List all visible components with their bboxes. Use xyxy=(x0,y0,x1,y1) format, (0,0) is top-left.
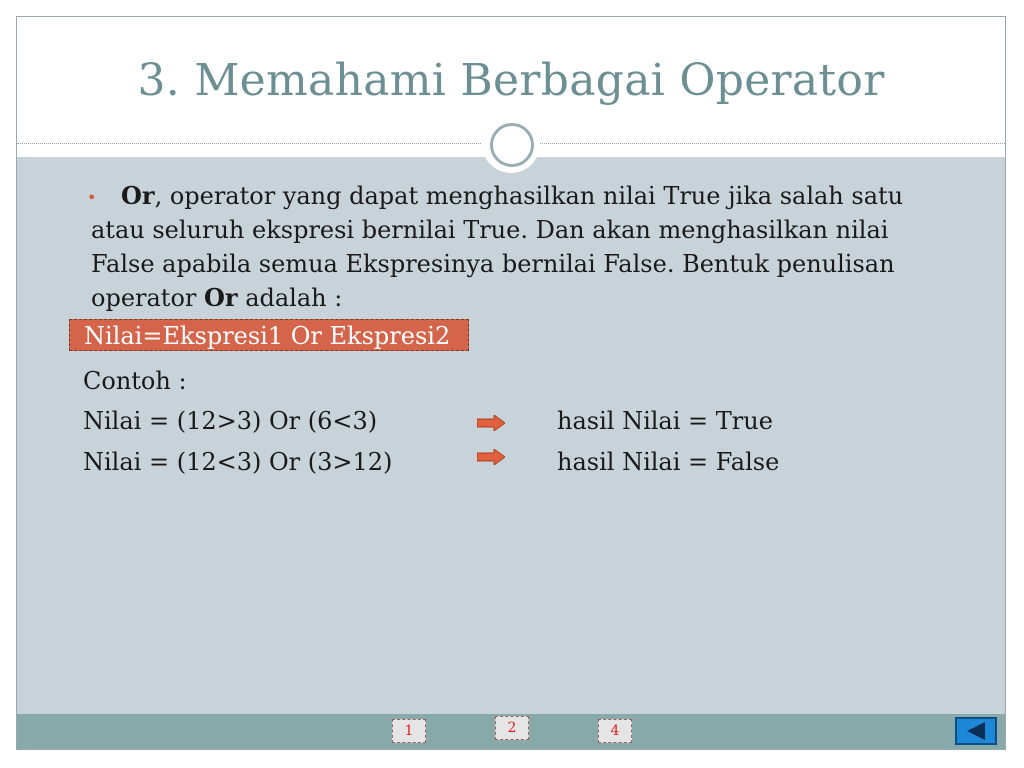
example-expression-1: Nilai = (12>3) Or (6<3) xyxy=(83,407,378,435)
example-expression-2: Nilai = (12<3) Or (3>12) xyxy=(83,448,393,476)
syntax-box: Nilai=Ekspresi1 Or Ekspresi2 xyxy=(69,319,469,351)
nav-button-1[interactable]: 1 xyxy=(392,719,426,743)
left-triangle-icon xyxy=(957,719,995,743)
example-label: Contoh : xyxy=(83,367,187,395)
example-result-2: hasil Nilai = False xyxy=(557,448,780,476)
example-result-1: hasil Nilai = True xyxy=(557,407,773,435)
bullet-text-end: adalah : xyxy=(237,284,343,312)
bullet-paragraph xyxy=(91,179,951,315)
circle-ornament-icon xyxy=(482,115,540,173)
back-button[interactable] xyxy=(955,717,997,745)
slide-title: 3. Memahami Berbagai Operator xyxy=(137,55,885,106)
bullet-text-main: , operator yang dapat menghasilkan nilai True jika salah satu atau seluruh ekspresi bernilai True. Dan akan menghasilkan nilai False apabila semua Ekspresinya bernilai False. Bentuk penulisan operator xyxy=(91,182,904,312)
operator-keyword: Or xyxy=(121,181,155,210)
slide-frame xyxy=(16,16,1006,750)
bullet-icon: • xyxy=(87,188,97,207)
operator-keyword-2: Or xyxy=(204,283,238,312)
ornament-ring xyxy=(490,123,534,167)
right-arrow-icon xyxy=(477,415,505,431)
right-arrow-icon xyxy=(477,449,505,465)
footer-nav-bar xyxy=(17,714,1005,749)
nav-button-2[interactable]: 2 xyxy=(495,716,529,740)
nav-button-4[interactable]: 4 xyxy=(598,719,632,743)
